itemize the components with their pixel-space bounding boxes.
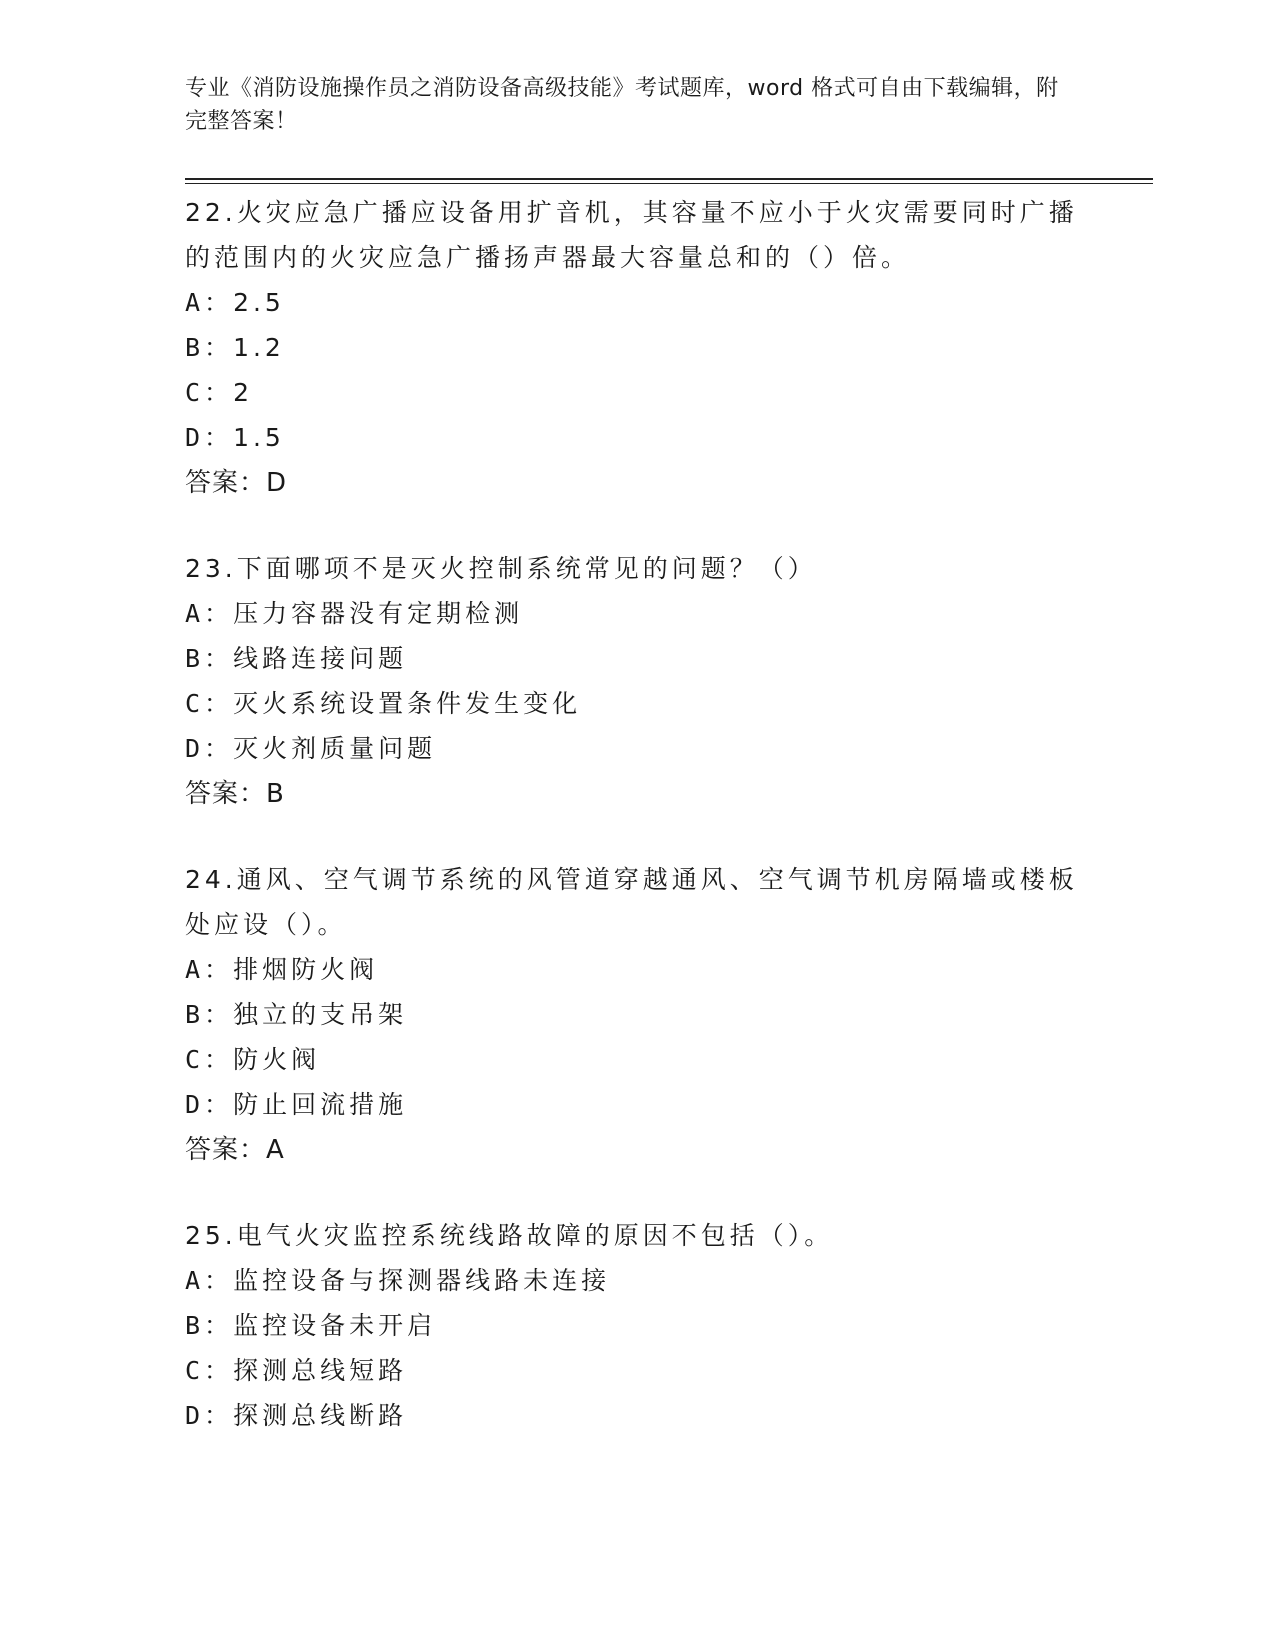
option-a (185, 591, 1085, 636)
option-letter: C： (185, 378, 234, 407)
document-header: 专业《消防设施操作员之消防设备高级技能》考试题库，word 格式可自由下载编辑，附完整答案！ (185, 76, 1059, 134)
option-letter: C： (185, 1356, 234, 1385)
option-text: 2 (233, 378, 253, 407)
question-24 (185, 857, 1085, 1173)
option-c (185, 681, 1085, 726)
option-letter: D： (185, 423, 234, 452)
option-text: 防止回流措施 (233, 1090, 408, 1119)
question-stem: 24.通风、空气调节系统的风管道穿越通风、空气调节机房隔墙或楼板处应设（）。 (185, 865, 1078, 939)
option-letter: D： (185, 734, 234, 763)
option-letter: A： (185, 1266, 234, 1295)
option-a (185, 280, 1085, 325)
option-c (185, 1348, 1085, 1393)
option-letter: A： (185, 955, 234, 984)
option-text: 监控设备未开启 (233, 1311, 437, 1340)
question-23 (185, 546, 1085, 817)
question-stem: 25.电气火灾监控系统线路故障的原因不包括（）。 (185, 1221, 834, 1250)
option-c (185, 370, 1085, 415)
option-text: 探测总线断路 (233, 1401, 408, 1430)
question-stem: 22.火灾应急广播应设备用扩音机，其容量不应小于火灾需要同时广播的范围内的火灾应急广播扬声器最大容量总和的（）倍。 (185, 198, 1078, 272)
question-22 (185, 190, 1085, 506)
question-stem: 23.下面哪项不是灭火控制系统常见的问题？（） (185, 554, 817, 583)
option-text: 灭火系统设置条件发生变化 (233, 689, 582, 718)
option-a (185, 1258, 1085, 1303)
option-letter: B： (185, 1311, 234, 1340)
answer: 答案：A (185, 1135, 285, 1165)
option-letter: A： (185, 599, 234, 628)
option-letter: D： (185, 1090, 234, 1119)
option-a (185, 947, 1085, 992)
option-text: 1.5 (233, 423, 285, 452)
option-b (185, 992, 1085, 1037)
option-text: 监控设备与探测器线路未连接 (233, 1266, 611, 1295)
question-list (185, 190, 1085, 1478)
option-letter: B： (185, 1000, 234, 1029)
option-letter: B： (185, 333, 234, 362)
option-text: 探测总线短路 (233, 1356, 408, 1385)
option-text: 1.2 (233, 333, 285, 362)
option-d (185, 1393, 1085, 1438)
option-d (185, 415, 1085, 460)
option-letter: C： (185, 1045, 234, 1074)
option-text: 排烟防火阀 (233, 955, 379, 984)
option-d (185, 726, 1085, 771)
option-b (185, 1303, 1085, 1348)
option-letter: A： (185, 288, 234, 317)
option-text: 独立的支吊架 (233, 1000, 408, 1029)
option-letter: D： (185, 1401, 234, 1430)
option-b (185, 325, 1085, 370)
option-text: 防火阀 (233, 1045, 321, 1074)
header-divider-thick (185, 178, 1153, 180)
answer: 答案：D (185, 468, 288, 498)
option-letter: C： (185, 689, 234, 718)
option-letter: B： (185, 644, 234, 673)
header-divider-thin (185, 183, 1153, 184)
option-text: 灭火剂质量问题 (233, 734, 437, 763)
answer: 答案：B (185, 779, 285, 809)
question-25 (185, 1213, 1085, 1438)
option-text: 压力容器没有定期检测 (233, 599, 524, 628)
option-text: 2.5 (233, 288, 285, 317)
option-d (185, 1082, 1085, 1127)
option-text: 线路连接问题 (233, 644, 408, 673)
option-b (185, 636, 1085, 681)
option-c (185, 1037, 1085, 1082)
